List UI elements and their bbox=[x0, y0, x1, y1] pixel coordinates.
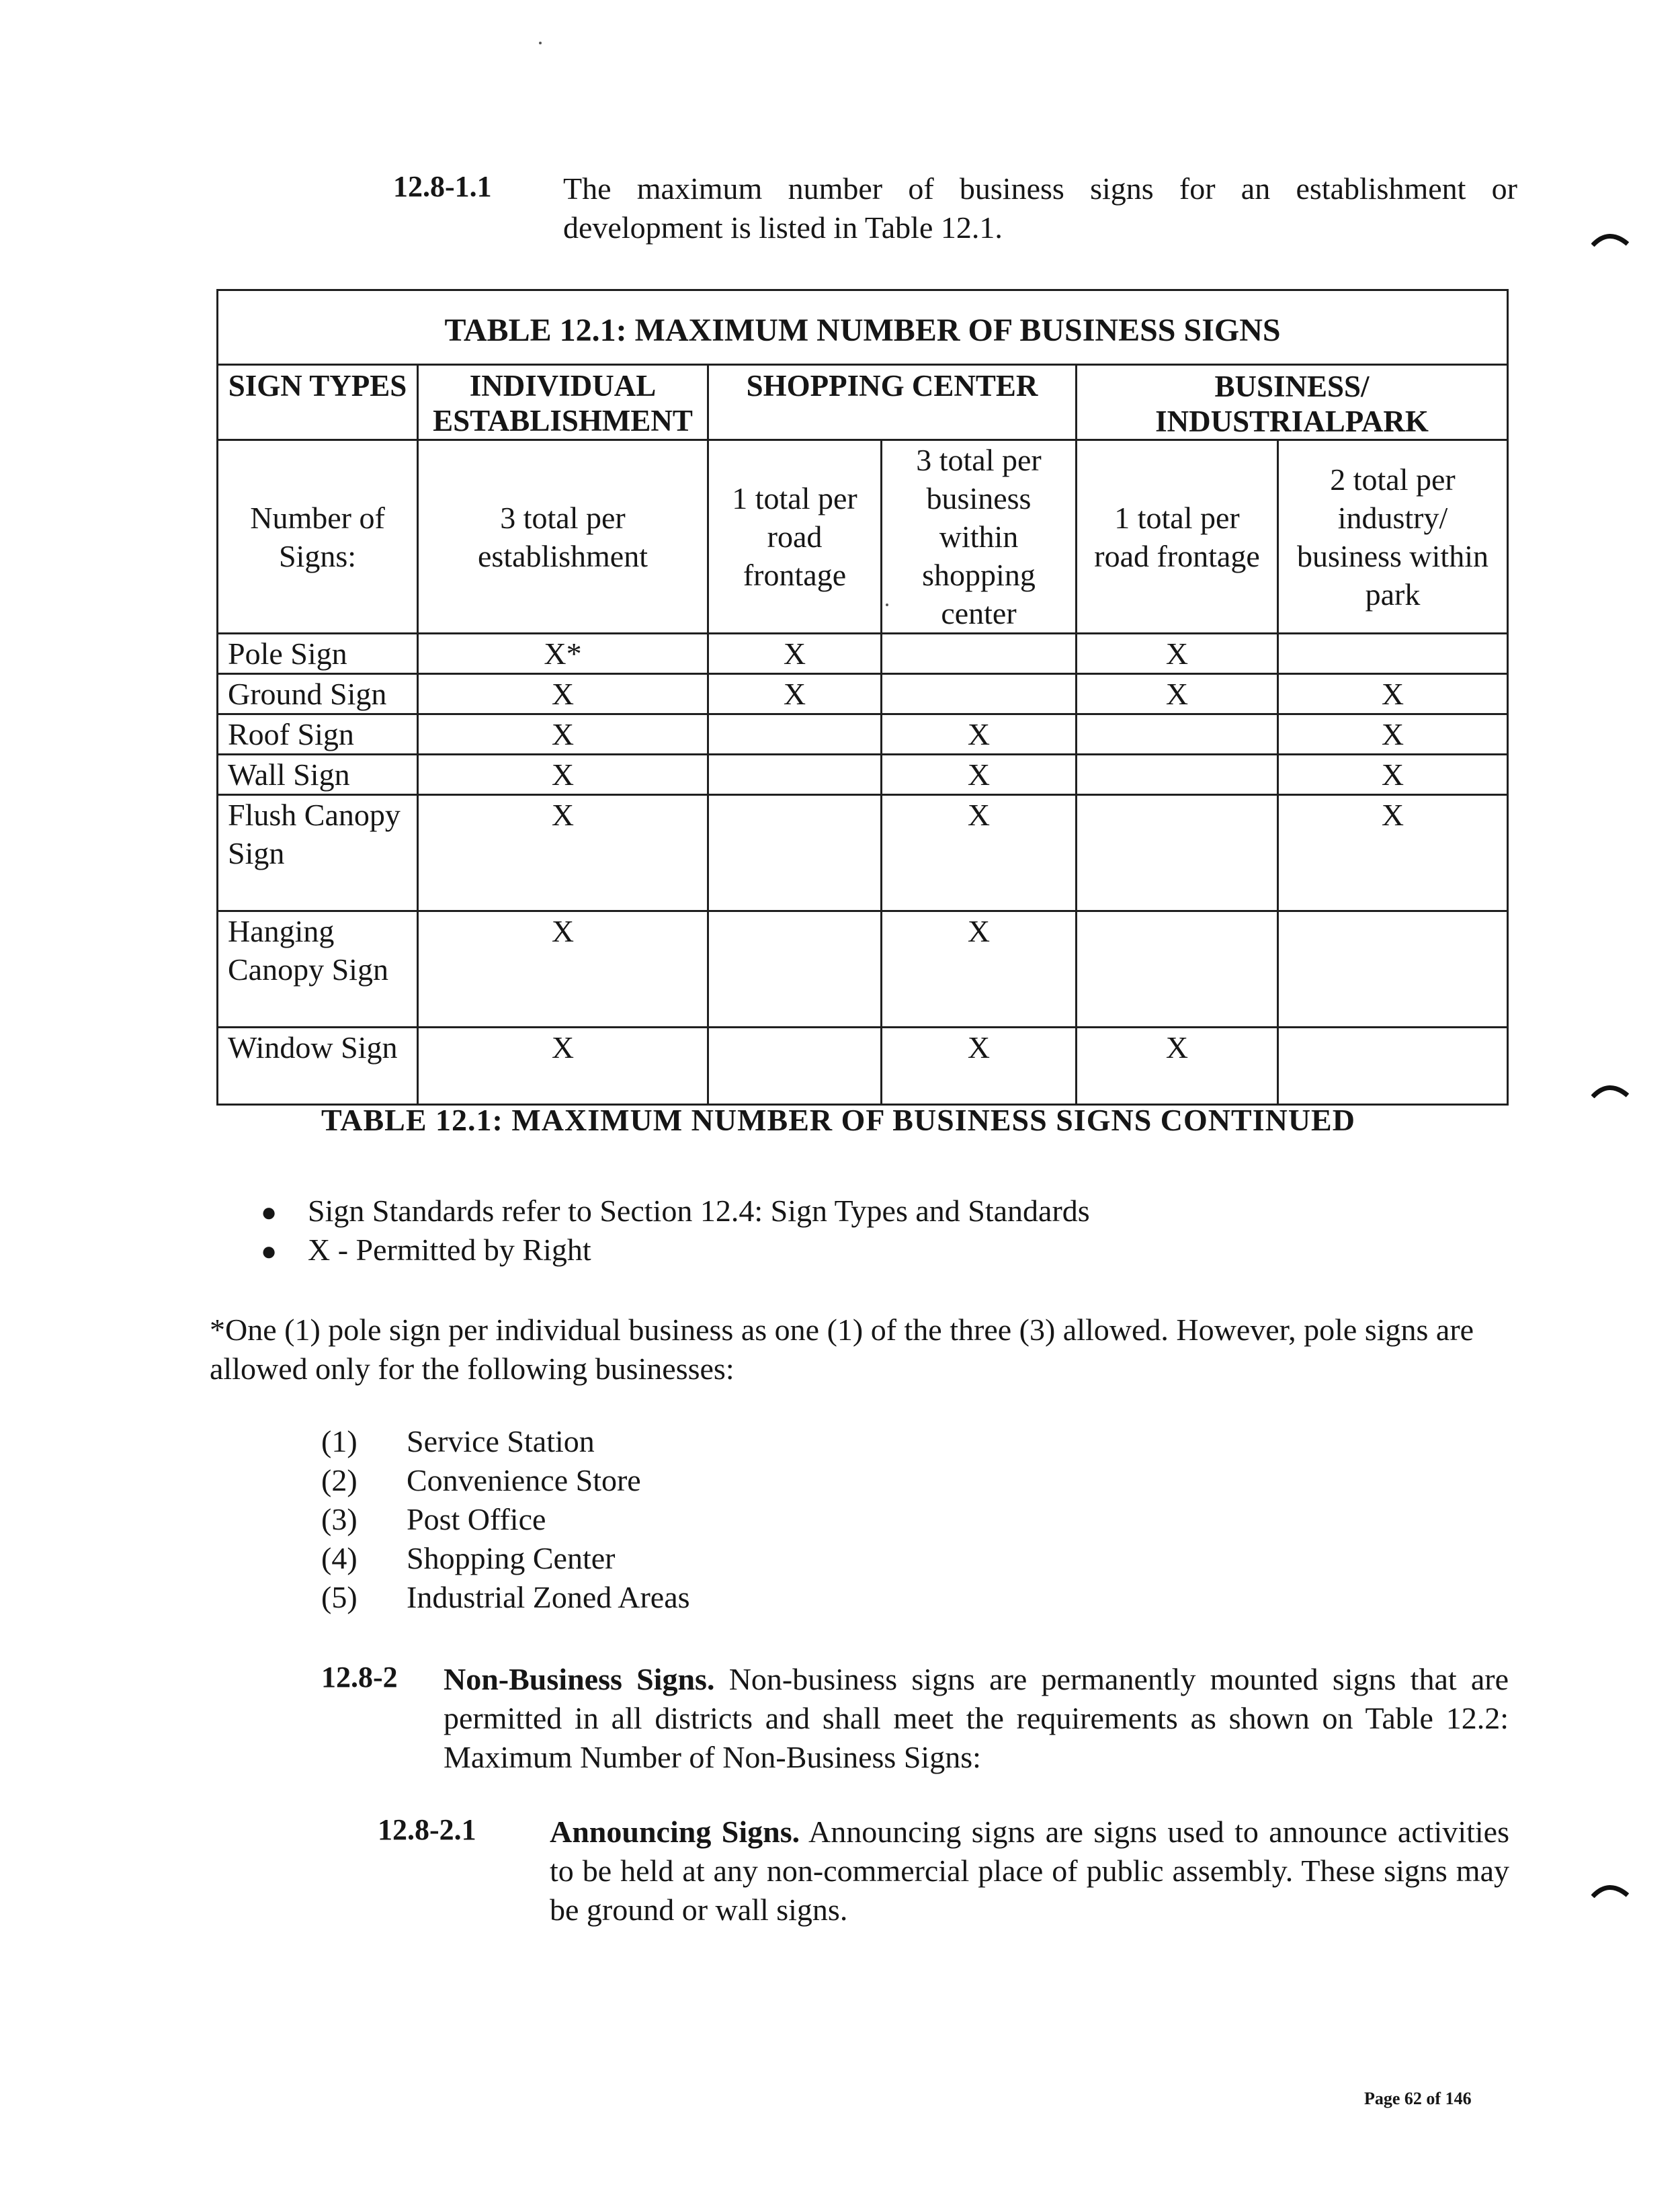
permit-mark: X bbox=[882, 1028, 1077, 1105]
bullet-icon: ● bbox=[261, 1236, 278, 1266]
bullet-text: X - Permitted by Right bbox=[308, 1233, 591, 1267]
list-number: (1) bbox=[321, 1424, 358, 1458]
permit-mark: X* bbox=[418, 634, 708, 674]
permit-mark: X bbox=[1278, 755, 1508, 795]
permit-mark bbox=[882, 634, 1077, 674]
sign-type-label: Window Sign bbox=[218, 1028, 418, 1105]
permit-mark bbox=[708, 911, 882, 1028]
permit-mark: X bbox=[708, 674, 882, 714]
list-item: Shopping Center bbox=[407, 1541, 616, 1575]
permit-mark: X bbox=[418, 755, 708, 795]
number-of-signs-label: Number of Signs: bbox=[218, 440, 418, 634]
list-number: (2) bbox=[321, 1463, 358, 1497]
section-number: 12.8-2 bbox=[321, 1661, 398, 1694]
list-number: (4) bbox=[321, 1541, 358, 1575]
permit-mark: X bbox=[418, 714, 708, 755]
list-number: (3) bbox=[321, 1502, 358, 1536]
binding-mark-icon bbox=[1591, 232, 1629, 247]
bullet-text: Sign Standards refer to Section 12.4: Sign Types and Standards bbox=[308, 1194, 1090, 1228]
permit-mark: X bbox=[1278, 674, 1508, 714]
table-row bbox=[218, 755, 1508, 795]
list-item: Convenience Store bbox=[407, 1463, 641, 1497]
list-item: Industrial Zoned Areas bbox=[407, 1580, 690, 1614]
section-body bbox=[444, 1660, 1509, 1777]
section-body bbox=[550, 1813, 1509, 1929]
binding-mark-icon bbox=[1591, 1083, 1629, 1098]
list-item: Post Office bbox=[407, 1502, 546, 1536]
number-park-road: 1 total per road frontage bbox=[1077, 440, 1278, 634]
permit-mark bbox=[708, 795, 882, 911]
permit-mark: X bbox=[418, 674, 708, 714]
list-number: (5) bbox=[321, 1580, 358, 1614]
sign-type-label: Flush Canopy Sign bbox=[218, 795, 418, 911]
permit-mark bbox=[708, 714, 882, 755]
list-item bbox=[261, 1232, 591, 1268]
permit-mark bbox=[1077, 795, 1278, 911]
section-text: Announcing signs are signs used to announce activities to be held at any non-commercial place of public assembly. These signs may be ground or wall signs. bbox=[550, 1815, 1509, 1927]
header-shopping-center: SHOPPING CENTER bbox=[708, 365, 1077, 440]
table-row bbox=[218, 911, 1508, 1028]
header-individual-establishment: INDIVIDUAL ESTABLISHMENT bbox=[418, 365, 708, 440]
permit-mark: X bbox=[1077, 674, 1278, 714]
number-individual: 3 total per establishment bbox=[418, 440, 708, 634]
section-heading: Non-Business Signs. bbox=[444, 1662, 715, 1696]
section-text: Non-business signs are permanently mounted signs that are permitted in all districts and shall meet the requirements as shown on Table 12.2: Maximum Number of Non-Business Signs: bbox=[444, 1662, 1509, 1774]
permit-mark: X bbox=[418, 911, 708, 1028]
header-sign-types: SIGN TYPES bbox=[218, 365, 418, 440]
permit-mark: X bbox=[882, 755, 1077, 795]
permit-mark: X bbox=[1077, 634, 1278, 674]
section-heading: Announcing Signs. bbox=[550, 1815, 800, 1849]
business-signs-table bbox=[216, 289, 1509, 1106]
bullet-icon: ● bbox=[261, 1197, 278, 1227]
table-row bbox=[218, 634, 1508, 674]
permit-mark bbox=[882, 674, 1077, 714]
section-number: 12.8-2.1 bbox=[378, 1813, 476, 1846]
table-title: TABLE 12.1: MAXIMUM NUMBER OF BUSINESS SIGNS bbox=[218, 290, 1508, 365]
permit-mark bbox=[1278, 634, 1508, 674]
sign-type-label: Roof Sign bbox=[218, 714, 418, 755]
number-shopping-road: 1 total per road frontage bbox=[708, 440, 882, 634]
table-row bbox=[218, 795, 1508, 911]
table-row bbox=[218, 1028, 1508, 1105]
permit-mark: X bbox=[1077, 1028, 1278, 1105]
permit-mark: X bbox=[418, 1028, 708, 1105]
scan-speck bbox=[539, 42, 542, 44]
permit-mark: X bbox=[1278, 795, 1508, 911]
list-item bbox=[261, 1193, 1090, 1229]
permit-mark bbox=[1077, 755, 1278, 795]
permit-mark: X bbox=[882, 714, 1077, 755]
sign-type-label: Hanging Canopy Sign bbox=[218, 911, 418, 1028]
permit-mark bbox=[708, 755, 882, 795]
permit-mark bbox=[708, 1028, 882, 1105]
table-caption: TABLE 12.1: MAXIMUM NUMBER OF BUSINESS SIGNS CONTINUED bbox=[321, 1103, 1355, 1137]
table-row bbox=[218, 714, 1508, 755]
binding-mark-icon bbox=[1591, 1883, 1629, 1898]
permit-mark bbox=[1278, 911, 1508, 1028]
section-text: The maximum number of business signs for an establishment or development is listed in Table 12.1. bbox=[563, 171, 1517, 245]
sign-type-label: Pole Sign bbox=[218, 634, 418, 674]
permit-mark: X bbox=[882, 795, 1077, 911]
header-business-industrial-park: BUSINESS/ INDUSTRIALPARK bbox=[1077, 365, 1508, 440]
permit-mark: X bbox=[1278, 714, 1508, 755]
sign-type-label: Ground Sign bbox=[218, 674, 418, 714]
permit-mark bbox=[1077, 714, 1278, 755]
permit-mark bbox=[1278, 1028, 1508, 1105]
list-item: Service Station bbox=[407, 1424, 595, 1458]
permit-mark: X bbox=[708, 634, 882, 674]
number-shopping-business: 3 total per business within shopping center bbox=[882, 440, 1077, 634]
pole-sign-note: *One (1) pole sign per individual business as one (1) of the three (3) allowed. However, pole signs are allowed only for the following businesses: bbox=[210, 1313, 1474, 1386]
page-number: Page 62 of 146 bbox=[1364, 2089, 1472, 2108]
permit-mark: X bbox=[418, 795, 708, 911]
sign-type-label: Wall Sign bbox=[218, 755, 418, 795]
table-row bbox=[218, 674, 1508, 714]
permit-mark bbox=[1077, 911, 1278, 1028]
section-number: 12.8-1.1 bbox=[393, 170, 492, 203]
number-park-industry: 2 total per industry/ business within park bbox=[1278, 440, 1508, 634]
permit-mark: X bbox=[882, 911, 1077, 1028]
